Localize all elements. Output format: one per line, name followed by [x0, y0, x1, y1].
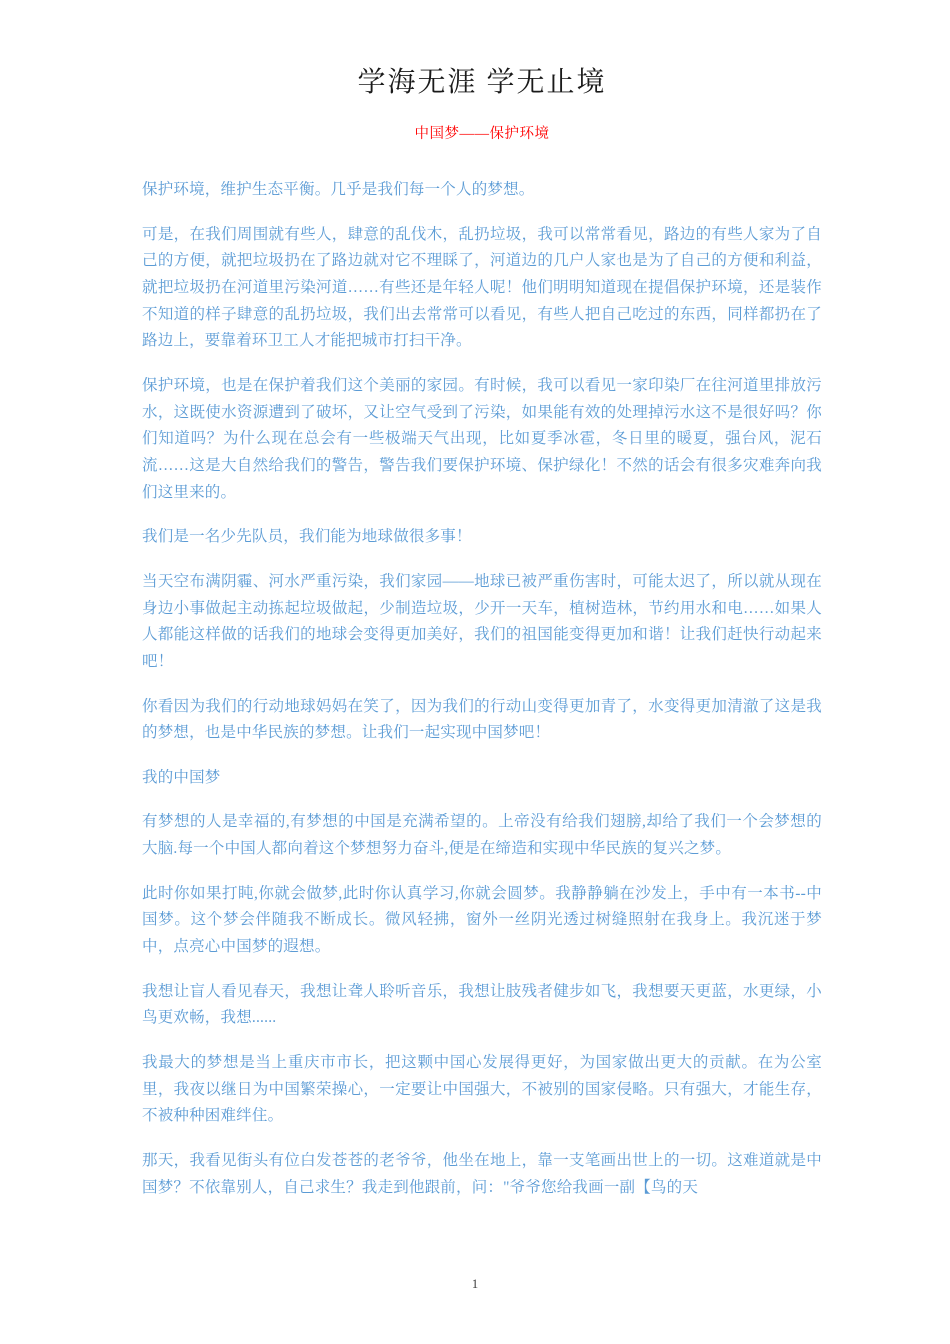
paragraph: 那天，我看见街头有位白发苍苍的老爷爷，他坐在地上，靠一支笔画出世上的一切。这难道就是中国梦？不依靠别人，自己求生？我走到他跟前，问："爷爷您给我画一副【鸟的天	[142, 1152, 822, 1196]
document-body	[142, 177, 822, 1201]
paragraph: 我想让盲人看见春天，我想让聋人聆听音乐，我想让肢残者健步如飞，我想要天更蓝，水更绿，小鸟更欢畅，我想......	[142, 982, 822, 1027]
paragraph: 我最大的梦想是当上重庆市市长，把这颗中国心发展得更好，为国家做出更大的贡献。在为公室里，我夜以继日为中国繁荣操心，一定要让中国强大，不被别的国家侵略。只有强大，才能生存，不被种种困难绊住。	[142, 1054, 822, 1125]
paragraph: 有梦想的人是幸福的,有梦想的中国是充满希望的。上帝没有给我们翅膀,却给了我们一个会梦想的大脑.每一个中国人都向着这个梦想努力奋斗,便是在缔造和实现中华民族的复兴之梦。	[142, 813, 822, 858]
paragraph: 我们是一名少先队员，我们能为地球做很多事！	[142, 528, 472, 546]
paragraph: 此时你如果打盹,你就会做梦,此时你认真学习,你就会圆梦。我静静躺在沙发上，手中有一本书--中国梦。这个梦会伴随我不断成长。微风轻拂，窗外一丝阴光透过树缝照射在我身上。我沉迷于梦中，点亮心中国梦的遐想。	[142, 884, 822, 956]
paragraph: 保护环境，也是在保护着我们这个美丽的家园。有时候，我可以看见一家印染厂在往河道里排放污水，这既使水资源遭到了破坏，又让空气受到了污染，如果能有效的处理掉污水这不是很好吗？你们知道吗？为什么现在总会有一些极端天气出现，比如夏季冰雹，冬日里的暖夏，强台风，泥石流……这是大自然给我们的警告，警告我们要保护环境、保护绿化！不然的话会有很多灾难奔向我们这里来的。	[142, 376, 822, 501]
document-content	[142, 0, 822, 1219]
paragraph: 你看因为我们的行动地球妈妈在笑了，因为我们的行动山变得更加青了，水变得更加清澈了这是我的梦想，也是中华民族的梦想。让我们一起实现中国梦吧！	[142, 697, 822, 742]
paragraph: 可是，在我们周围就有些人，肆意的乱伐木，乱扔垃圾，我可以常常看见，路边的有些人家为了自己的方便，就把垃圾扔在了路边就对它不理睬了，河道边的几户人家也是为了自己的方便和利益，就把垃圾扔在河道里污染河道……有些还是年轻人呢！他们明明知道现在提倡保护环境，还是装作不知道的样子肆意的乱扔垃圾，我们出去常常可以看见，有些人把自己吃过的东西，同样都扔在了路边上，要靠着环卫工人才能把城市打扫干净。	[142, 225, 822, 350]
paragraph: 保护环境，维护生态平衡。几乎是我们每一个人的梦想。	[142, 181, 535, 198]
section-heading: 我的中国梦	[142, 768, 221, 786]
page-title: 学海无涯 学无止境	[357, 67, 607, 98]
page-number: 1	[471, 1277, 479, 1291]
document-subtitle: 中国梦——保护环境	[414, 126, 550, 142]
paragraph: 当天空布满阴霾、河水严重污染，我们家园——地球已被严重伤害时，可能太迟了，所以就从现在身边小事做起主动拣起垃圾做起，少制造垃圾，少开一天车，植树造林，节约用水和电……如果人人都能这样做的话我们的地球会变得更加美好，我们的祖国能变得更加和谐！让我们赶快行动起来吧！	[142, 572, 822, 670]
